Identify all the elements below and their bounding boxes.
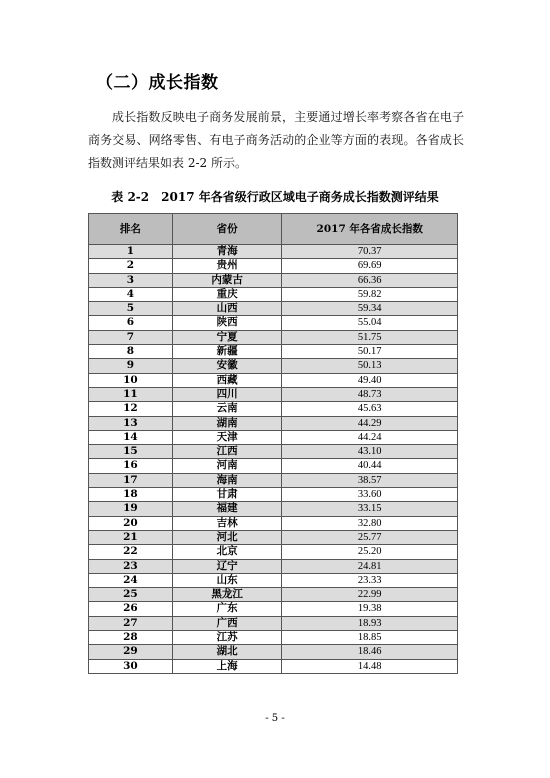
score-cell: 25.20	[282, 545, 458, 559]
table-row	[89, 659, 458, 673]
rank-cell: 24	[89, 573, 173, 587]
province-cell: 陕西	[172, 316, 282, 330]
rank-cell: 6	[89, 316, 173, 330]
score-cell: 40.44	[282, 459, 458, 473]
rank-cell: 29	[89, 645, 173, 659]
score-cell: 14.48	[282, 659, 458, 673]
rank-cell: 23	[89, 559, 173, 573]
score-cell: 70.37	[282, 245, 458, 259]
rank-cell: 15	[89, 445, 173, 459]
table-row	[89, 588, 458, 602]
score-cell: 18.85	[282, 631, 458, 645]
table-row	[89, 330, 458, 344]
table-row	[89, 287, 458, 301]
rank-cell: 2	[89, 259, 173, 273]
province-cell: 四川	[172, 387, 282, 401]
score-cell: 44.24	[282, 430, 458, 444]
province-cell: 新疆	[172, 345, 282, 359]
table-row	[89, 559, 458, 573]
table-row	[89, 345, 458, 359]
score-cell: 44.29	[282, 416, 458, 430]
province-cell: 福建	[172, 502, 282, 516]
column-header-province: 省份	[172, 214, 282, 245]
table-row	[89, 373, 458, 387]
score-cell: 33.15	[282, 502, 458, 516]
province-cell: 云南	[172, 402, 282, 416]
province-cell: 河北	[172, 530, 282, 544]
rank-cell: 12	[89, 402, 173, 416]
table-row	[89, 473, 458, 487]
rank-cell: 10	[89, 373, 173, 387]
table-row	[89, 488, 458, 502]
province-cell: 内蒙古	[172, 273, 282, 287]
column-header-rank: 排名	[89, 214, 173, 245]
score-cell: 50.17	[282, 345, 458, 359]
body-paragraph: 成长指数反映电子商务发展前景，主要通过增长率考察各省在电子商务交易、网络零售、有电子商务活动的企业等方面的表现。各省成长指数测评结果如表 2-2 所示。	[88, 110, 464, 170]
score-cell: 22.99	[282, 588, 458, 602]
table-caption: 表 2-2 2017 年各省级行政区域电子商务成长指数测评结果	[111, 190, 439, 204]
rank-cell: 19	[89, 502, 173, 516]
table-row	[89, 430, 458, 444]
rank-cell: 14	[89, 430, 173, 444]
table-row	[89, 416, 458, 430]
score-cell: 38.57	[282, 473, 458, 487]
score-cell: 59.34	[282, 302, 458, 316]
rank-cell: 9	[89, 359, 173, 373]
province-cell: 湖南	[172, 416, 282, 430]
rank-cell: 5	[89, 302, 173, 316]
rank-cell: 25	[89, 588, 173, 602]
score-cell: 19.38	[282, 602, 458, 616]
rank-cell: 22	[89, 545, 173, 559]
score-cell: 51.75	[282, 330, 458, 344]
score-cell: 55.04	[282, 316, 458, 330]
rank-cell: 8	[89, 345, 173, 359]
rank-cell: 28	[89, 631, 173, 645]
score-cell: 25.77	[282, 530, 458, 544]
table-row	[89, 259, 458, 273]
rank-cell: 26	[89, 602, 173, 616]
table-row	[89, 631, 458, 645]
score-cell: 48.73	[282, 387, 458, 401]
score-cell: 18.93	[282, 616, 458, 630]
province-cell: 河南	[172, 459, 282, 473]
rank-cell: 3	[89, 273, 173, 287]
table-row	[89, 602, 458, 616]
rank-cell: 1	[89, 245, 173, 259]
score-cell: 45.63	[282, 402, 458, 416]
province-cell: 贵州	[172, 259, 282, 273]
province-cell: 吉林	[172, 516, 282, 530]
rank-cell: 17	[89, 473, 173, 487]
section-heading: （二）成长指数	[96, 73, 219, 93]
province-cell: 江西	[172, 445, 282, 459]
province-cell: 北京	[172, 545, 282, 559]
table-body	[89, 245, 458, 674]
province-cell: 青海	[172, 245, 282, 259]
score-cell: 24.81	[282, 559, 458, 573]
province-cell: 辽宁	[172, 559, 282, 573]
province-cell: 安徽	[172, 359, 282, 373]
score-cell: 43.10	[282, 445, 458, 459]
table-row	[89, 316, 458, 330]
table-header	[89, 214, 458, 245]
rank-cell: 20	[89, 516, 173, 530]
table-row	[89, 445, 458, 459]
province-cell: 湖北	[172, 645, 282, 659]
province-cell: 甘肃	[172, 488, 282, 502]
province-cell: 山西	[172, 302, 282, 316]
score-cell: 23.33	[282, 573, 458, 587]
province-cell: 黑龙江	[172, 588, 282, 602]
table-row	[89, 530, 458, 544]
page-number: - 5 -	[265, 713, 285, 724]
province-cell: 海南	[172, 473, 282, 487]
province-cell: 广东	[172, 602, 282, 616]
table-row	[89, 516, 458, 530]
rank-cell: 11	[89, 387, 173, 401]
table-row	[89, 616, 458, 630]
province-cell: 广西	[172, 616, 282, 630]
rank-cell: 18	[89, 488, 173, 502]
rank-cell: 7	[89, 330, 173, 344]
table-row	[89, 387, 458, 401]
rank-cell: 16	[89, 459, 173, 473]
score-cell: 50.13	[282, 359, 458, 373]
score-cell: 59.82	[282, 287, 458, 301]
table-row	[89, 273, 458, 287]
table-row	[89, 359, 458, 373]
rank-cell: 30	[89, 659, 173, 673]
table-row	[89, 573, 458, 587]
table-row	[89, 645, 458, 659]
score-cell: 69.69	[282, 259, 458, 273]
province-cell: 宁夏	[172, 330, 282, 344]
province-cell: 西藏	[172, 373, 282, 387]
table-row	[89, 545, 458, 559]
rank-cell: 21	[89, 530, 173, 544]
score-cell: 18.46	[282, 645, 458, 659]
growth-index-table	[88, 213, 458, 674]
province-cell: 上海	[172, 659, 282, 673]
table-row	[89, 402, 458, 416]
score-cell: 33.60	[282, 488, 458, 502]
score-cell: 32.80	[282, 516, 458, 530]
score-cell: 66.36	[282, 273, 458, 287]
table-row	[89, 459, 458, 473]
table-header-row	[89, 214, 458, 245]
province-cell: 江苏	[172, 631, 282, 645]
rank-cell: 27	[89, 616, 173, 630]
table-row	[89, 245, 458, 259]
column-header-score: 2017 年各省成长指数	[282, 214, 458, 245]
province-cell: 重庆	[172, 287, 282, 301]
table-row	[89, 502, 458, 516]
score-cell: 49.40	[282, 373, 458, 387]
rank-cell: 4	[89, 287, 173, 301]
table-row	[89, 302, 458, 316]
province-cell: 天津	[172, 430, 282, 444]
province-cell: 山东	[172, 573, 282, 587]
rank-cell: 13	[89, 416, 173, 430]
